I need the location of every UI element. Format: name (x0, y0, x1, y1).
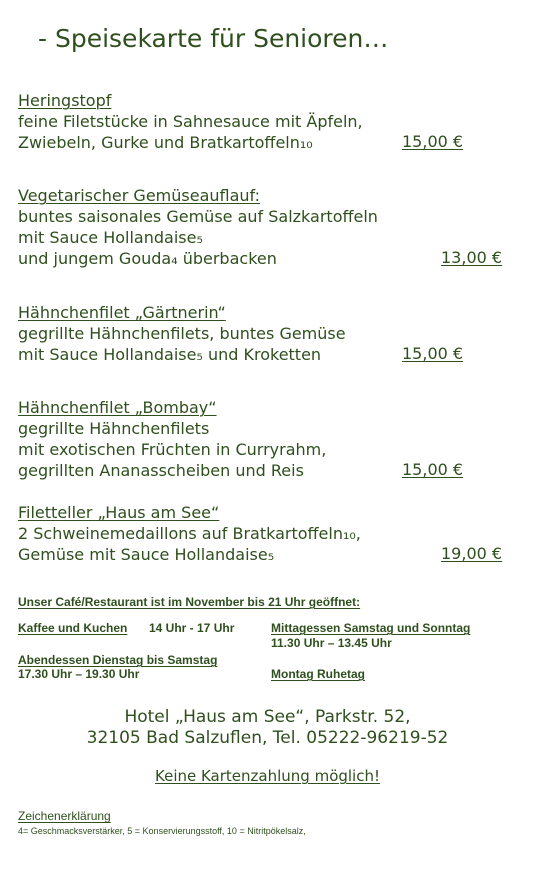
dish-description-line: gegrillte Hähnchenfilets (18, 419, 210, 438)
dish-description-line: gegrillten Ananasscheiben und Reis (18, 461, 304, 480)
dish-description-line: mit Sauce Hollandaise₅ (18, 228, 203, 247)
dish-description-line: gegrillte Hähnchenfilets, buntes Gemüse (18, 324, 346, 343)
dish-name-gaertnerin: Hähnchenfilet „Gärtnerin“ (18, 303, 226, 322)
dish-price: 15,00 € (402, 132, 464, 151)
abend-label: Abendessen Dienstag bis Samstag (18, 653, 218, 667)
dish-description-line: buntes saisonales Gemüse auf Salzkartoffeln (18, 207, 378, 226)
dish-price: 15,00 € (402, 460, 464, 479)
mittag-time: 11.30 Uhr – 13.45 Uhr (271, 636, 392, 650)
dish-description-line: mit Sauce Hollandaise₅ und Kroketten (18, 345, 322, 364)
dish-name-bombay: Hähnchenfilet „Bombay“ (18, 398, 217, 417)
legend-text: 4= Geschmacksverstärker, 5 = Konservierungsstoff, 10 = Nitritpökelsalz, (18, 826, 306, 836)
mittag-label: Mittagessen Samstag und Sonntag (271, 621, 471, 635)
address-line-1: Hotel „Haus am See“, Parkstr. 52, (124, 707, 411, 727)
dish-price: 15,00 € (402, 344, 464, 363)
dish-description-line: und jungem Gouda₄ überbacken (18, 249, 277, 268)
dish-name-filetteller: Filetteller „Haus am See“ (18, 503, 220, 522)
dish-price: 13,00 € (441, 248, 503, 267)
page-title: - Speisekarte für Senioren… (38, 24, 389, 53)
dish-description-line: Zwiebeln, Gurke und Bratkartoffeln₁₀ (18, 133, 313, 152)
dish-description-line: Gemüse mit Sauce Hollandaise₅ (18, 545, 275, 564)
dish-description-line: mit exotischen Früchten in Curryrahm, (18, 440, 327, 459)
abend-time: 17.30 Uhr – 19.30 Uhr (18, 667, 140, 681)
address-line-2: 32105 Bad Salzuflen, Tel. 05222-96219-52 (86, 728, 449, 748)
legend-heading: Zeichenerklärung (18, 809, 111, 823)
ruhetag-note: Montag Ruhetag (271, 667, 365, 681)
november-hours-note: Unser Café/Restaurant ist im November bis 21 Uhr geöffnet: (18, 595, 361, 609)
kaffee-time: 14 Uhr - 17 Uhr (149, 621, 235, 635)
dish-name-gemueseauflauf: Vegetarischer Gemüseauflauf: (18, 186, 260, 205)
dish-name-heringstopf: Heringstopf (18, 91, 112, 110)
dish-description-line: feine Filetstücke in Sahnesauce mit Äpfeln, (18, 112, 363, 131)
dish-description-line: 2 Schweinemedaillons auf Bratkartoffeln₁₀, (18, 524, 361, 543)
kaffee-label: Kaffee und Kuchen (18, 621, 128, 635)
payment-note: Keine Kartenzahlung möglich! (155, 767, 380, 785)
dish-price: 19,00 € (441, 544, 503, 563)
